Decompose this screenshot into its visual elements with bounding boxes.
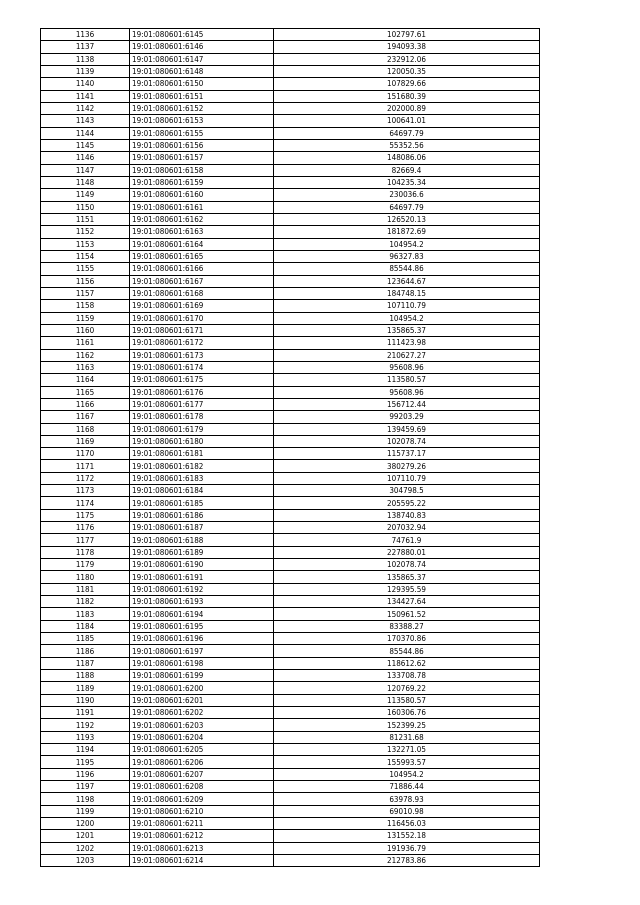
row-number-cell: 1190 bbox=[41, 694, 130, 706]
value-cell: 232912.06 bbox=[274, 53, 540, 65]
table-row bbox=[41, 250, 540, 262]
row-number-cell: 1203 bbox=[41, 854, 130, 866]
value-cell: 152399.25 bbox=[274, 719, 540, 731]
table-row bbox=[41, 90, 540, 102]
data-table bbox=[40, 28, 540, 867]
value-cell: 64697.79 bbox=[274, 127, 540, 139]
table-row bbox=[41, 485, 540, 497]
row-number-cell: 1163 bbox=[41, 361, 130, 373]
table-row bbox=[41, 53, 540, 65]
cadastral-number-cell: 19:01:080601:6186 bbox=[130, 509, 274, 521]
value-cell: 160306.76 bbox=[274, 707, 540, 719]
value-cell: 148086.06 bbox=[274, 152, 540, 164]
cadastral-number-cell: 19:01:080601:6147 bbox=[130, 53, 274, 65]
row-number-cell: 1153 bbox=[41, 238, 130, 250]
value-cell: 95608.96 bbox=[274, 386, 540, 398]
cadastral-number-cell: 19:01:080601:6163 bbox=[130, 226, 274, 238]
value-cell: 194093.38 bbox=[274, 41, 540, 53]
cadastral-number-cell: 19:01:080601:6192 bbox=[130, 583, 274, 595]
row-number-cell: 1147 bbox=[41, 164, 130, 176]
table-row bbox=[41, 127, 540, 139]
value-cell: 212783.86 bbox=[274, 854, 540, 866]
cadastral-number-cell: 19:01:080601:6181 bbox=[130, 448, 274, 460]
value-cell: 95608.96 bbox=[274, 361, 540, 373]
row-number-cell: 1173 bbox=[41, 485, 130, 497]
value-cell: 207032.94 bbox=[274, 522, 540, 534]
value-cell: 181872.69 bbox=[274, 226, 540, 238]
table-row bbox=[41, 596, 540, 608]
row-number-cell: 1191 bbox=[41, 707, 130, 719]
value-cell: 104954.2 bbox=[274, 768, 540, 780]
row-number-cell: 1168 bbox=[41, 423, 130, 435]
table-row bbox=[41, 830, 540, 842]
cadastral-number-cell: 19:01:080601:6209 bbox=[130, 793, 274, 805]
row-number-cell: 1155 bbox=[41, 263, 130, 275]
table-row bbox=[41, 633, 540, 645]
row-number-cell: 1146 bbox=[41, 152, 130, 164]
cadastral-number-cell: 19:01:080601:6165 bbox=[130, 250, 274, 262]
value-cell: 227880.01 bbox=[274, 546, 540, 558]
table-row bbox=[41, 411, 540, 423]
table-row bbox=[41, 435, 540, 447]
row-number-cell: 1186 bbox=[41, 645, 130, 657]
value-cell: 170370.86 bbox=[274, 633, 540, 645]
table-row bbox=[41, 275, 540, 287]
cadastral-number-cell: 19:01:080601:6151 bbox=[130, 90, 274, 102]
table-row bbox=[41, 349, 540, 361]
table-row bbox=[41, 719, 540, 731]
row-number-cell: 1144 bbox=[41, 127, 130, 139]
row-number-cell: 1182 bbox=[41, 596, 130, 608]
row-number-cell: 1143 bbox=[41, 115, 130, 127]
table-row bbox=[41, 472, 540, 484]
row-number-cell: 1156 bbox=[41, 275, 130, 287]
cadastral-number-cell: 19:01:080601:6183 bbox=[130, 472, 274, 484]
value-cell: 135865.37 bbox=[274, 571, 540, 583]
cadastral-number-cell: 19:01:080601:6211 bbox=[130, 818, 274, 830]
table-row bbox=[41, 768, 540, 780]
table-row bbox=[41, 744, 540, 756]
table-row bbox=[41, 300, 540, 312]
cadastral-number-cell: 19:01:080601:6167 bbox=[130, 275, 274, 287]
value-cell: 107829.66 bbox=[274, 78, 540, 90]
table-row bbox=[41, 793, 540, 805]
cadastral-number-cell: 19:01:080601:6208 bbox=[130, 781, 274, 793]
table-row bbox=[41, 522, 540, 534]
cadastral-number-cell: 19:01:080601:6210 bbox=[130, 805, 274, 817]
row-number-cell: 1160 bbox=[41, 324, 130, 336]
table-row bbox=[41, 65, 540, 77]
value-cell: 191936.79 bbox=[274, 842, 540, 854]
cadastral-number-cell: 19:01:080601:6176 bbox=[130, 386, 274, 398]
table-body bbox=[41, 29, 540, 867]
value-cell: 118612.62 bbox=[274, 657, 540, 669]
row-number-cell: 1169 bbox=[41, 435, 130, 447]
table-row bbox=[41, 781, 540, 793]
row-number-cell: 1137 bbox=[41, 41, 130, 53]
row-number-cell: 1139 bbox=[41, 65, 130, 77]
cadastral-number-cell: 19:01:080601:6166 bbox=[130, 263, 274, 275]
row-number-cell: 1193 bbox=[41, 731, 130, 743]
table-row bbox=[41, 226, 540, 238]
value-cell: 230036.6 bbox=[274, 189, 540, 201]
table-row bbox=[41, 238, 540, 250]
cadastral-number-cell: 19:01:080601:6164 bbox=[130, 238, 274, 250]
table-row bbox=[41, 337, 540, 349]
row-number-cell: 1148 bbox=[41, 176, 130, 188]
cadastral-number-cell: 19:01:080601:6146 bbox=[130, 41, 274, 53]
row-number-cell: 1157 bbox=[41, 287, 130, 299]
table-row bbox=[41, 682, 540, 694]
table-row bbox=[41, 115, 540, 127]
value-cell: 113580.57 bbox=[274, 694, 540, 706]
value-cell: 126520.13 bbox=[274, 213, 540, 225]
table-row bbox=[41, 312, 540, 324]
value-cell: 111423.98 bbox=[274, 337, 540, 349]
cadastral-number-cell: 19:01:080601:6187 bbox=[130, 522, 274, 534]
cadastral-number-cell: 19:01:080601:6202 bbox=[130, 707, 274, 719]
value-cell: 139459.69 bbox=[274, 423, 540, 435]
cadastral-number-cell: 19:01:080601:6214 bbox=[130, 854, 274, 866]
table-row bbox=[41, 583, 540, 595]
cadastral-number-cell: 19:01:080601:6157 bbox=[130, 152, 274, 164]
value-cell: 102078.74 bbox=[274, 435, 540, 447]
value-cell: 120050.35 bbox=[274, 65, 540, 77]
cadastral-number-cell: 19:01:080601:6145 bbox=[130, 29, 274, 41]
row-number-cell: 1164 bbox=[41, 374, 130, 386]
cadastral-number-cell: 19:01:080601:6162 bbox=[130, 213, 274, 225]
value-cell: 107110.79 bbox=[274, 472, 540, 484]
value-cell: 210627.27 bbox=[274, 349, 540, 361]
table-row bbox=[41, 854, 540, 866]
value-cell: 99203.29 bbox=[274, 411, 540, 423]
row-number-cell: 1187 bbox=[41, 657, 130, 669]
cadastral-number-cell: 19:01:080601:6182 bbox=[130, 460, 274, 472]
row-number-cell: 1178 bbox=[41, 546, 130, 558]
table-row bbox=[41, 102, 540, 114]
row-number-cell: 1159 bbox=[41, 312, 130, 324]
value-cell: 133708.78 bbox=[274, 670, 540, 682]
cadastral-number-cell: 19:01:080601:6213 bbox=[130, 842, 274, 854]
value-cell: 135865.37 bbox=[274, 324, 540, 336]
row-number-cell: 1180 bbox=[41, 571, 130, 583]
table-row bbox=[41, 386, 540, 398]
cadastral-number-cell: 19:01:080601:6197 bbox=[130, 645, 274, 657]
value-cell: 104954.2 bbox=[274, 238, 540, 250]
table-row bbox=[41, 78, 540, 90]
value-cell: 184748.15 bbox=[274, 287, 540, 299]
table-row bbox=[41, 361, 540, 373]
value-cell: 115737.17 bbox=[274, 448, 540, 460]
row-number-cell: 1140 bbox=[41, 78, 130, 90]
table-row bbox=[41, 201, 540, 213]
row-number-cell: 1197 bbox=[41, 781, 130, 793]
row-number-cell: 1138 bbox=[41, 53, 130, 65]
row-number-cell: 1161 bbox=[41, 337, 130, 349]
value-cell: 116456.03 bbox=[274, 818, 540, 830]
cadastral-number-cell: 19:01:080601:6160 bbox=[130, 189, 274, 201]
row-number-cell: 1167 bbox=[41, 411, 130, 423]
value-cell: 156712.44 bbox=[274, 398, 540, 410]
row-number-cell: 1149 bbox=[41, 189, 130, 201]
value-cell: 132271.05 bbox=[274, 744, 540, 756]
table-row bbox=[41, 546, 540, 558]
row-number-cell: 1181 bbox=[41, 583, 130, 595]
row-number-cell: 1158 bbox=[41, 300, 130, 312]
table-row bbox=[41, 213, 540, 225]
row-number-cell: 1170 bbox=[41, 448, 130, 460]
value-cell: 100641.01 bbox=[274, 115, 540, 127]
table-row bbox=[41, 374, 540, 386]
row-number-cell: 1194 bbox=[41, 744, 130, 756]
table-row bbox=[41, 398, 540, 410]
cadastral-number-cell: 19:01:080601:6190 bbox=[130, 559, 274, 571]
table-row bbox=[41, 657, 540, 669]
value-cell: 202000.89 bbox=[274, 102, 540, 114]
cadastral-number-cell: 19:01:080601:6161 bbox=[130, 201, 274, 213]
cadastral-number-cell: 19:01:080601:6180 bbox=[130, 435, 274, 447]
value-cell: 81231.68 bbox=[274, 731, 540, 743]
cadastral-number-cell: 19:01:080601:6212 bbox=[130, 830, 274, 842]
cadastral-number-cell: 19:01:080601:6195 bbox=[130, 620, 274, 632]
table-row bbox=[41, 707, 540, 719]
table-row bbox=[41, 152, 540, 164]
row-number-cell: 1172 bbox=[41, 472, 130, 484]
row-number-cell: 1195 bbox=[41, 756, 130, 768]
cadastral-number-cell: 19:01:080601:6177 bbox=[130, 398, 274, 410]
cadastral-number-cell: 19:01:080601:6204 bbox=[130, 731, 274, 743]
value-cell: 64697.79 bbox=[274, 201, 540, 213]
row-number-cell: 1162 bbox=[41, 349, 130, 361]
table-row bbox=[41, 423, 540, 435]
table-row bbox=[41, 497, 540, 509]
table-row bbox=[41, 620, 540, 632]
cadastral-number-cell: 19:01:080601:6194 bbox=[130, 608, 274, 620]
value-cell: 55352.56 bbox=[274, 139, 540, 151]
cadastral-number-cell: 19:01:080601:6201 bbox=[130, 694, 274, 706]
table-row bbox=[41, 287, 540, 299]
row-number-cell: 1150 bbox=[41, 201, 130, 213]
table-row bbox=[41, 176, 540, 188]
value-cell: 82669.4 bbox=[274, 164, 540, 176]
value-cell: 85544.86 bbox=[274, 263, 540, 275]
value-cell: 71886.44 bbox=[274, 781, 540, 793]
table-row bbox=[41, 41, 540, 53]
table-row bbox=[41, 448, 540, 460]
table-row bbox=[41, 29, 540, 41]
value-cell: 69010.98 bbox=[274, 805, 540, 817]
cadastral-number-cell: 19:01:080601:6191 bbox=[130, 571, 274, 583]
value-cell: 304798.5 bbox=[274, 485, 540, 497]
row-number-cell: 1201 bbox=[41, 830, 130, 842]
table-row bbox=[41, 324, 540, 336]
row-number-cell: 1154 bbox=[41, 250, 130, 262]
cadastral-number-cell: 19:01:080601:6203 bbox=[130, 719, 274, 731]
row-number-cell: 1175 bbox=[41, 509, 130, 521]
cadastral-number-cell: 19:01:080601:6171 bbox=[130, 324, 274, 336]
value-cell: 104954.2 bbox=[274, 312, 540, 324]
row-number-cell: 1141 bbox=[41, 90, 130, 102]
value-cell: 107110.79 bbox=[274, 300, 540, 312]
table-row bbox=[41, 731, 540, 743]
value-cell: 151680.39 bbox=[274, 90, 540, 102]
cadastral-number-cell: 19:01:080601:6172 bbox=[130, 337, 274, 349]
cadastral-number-cell: 19:01:080601:6189 bbox=[130, 546, 274, 558]
table-row bbox=[41, 571, 540, 583]
table-row bbox=[41, 534, 540, 546]
value-cell: 155993.57 bbox=[274, 756, 540, 768]
value-cell: 138740.83 bbox=[274, 509, 540, 521]
cadastral-number-cell: 19:01:080601:6185 bbox=[130, 497, 274, 509]
value-cell: 134427.64 bbox=[274, 596, 540, 608]
row-number-cell: 1200 bbox=[41, 818, 130, 830]
value-cell: 113580.57 bbox=[274, 374, 540, 386]
value-cell: 83388.27 bbox=[274, 620, 540, 632]
cadastral-number-cell: 19:01:080601:6205 bbox=[130, 744, 274, 756]
value-cell: 380279.26 bbox=[274, 460, 540, 472]
row-number-cell: 1185 bbox=[41, 633, 130, 645]
cadastral-number-cell: 19:01:080601:6188 bbox=[130, 534, 274, 546]
cadastral-number-cell: 19:01:080601:6198 bbox=[130, 657, 274, 669]
value-cell: 129395.59 bbox=[274, 583, 540, 595]
table-row bbox=[41, 608, 540, 620]
value-cell: 96327.83 bbox=[274, 250, 540, 262]
table-row bbox=[41, 263, 540, 275]
table-row bbox=[41, 509, 540, 521]
cadastral-number-cell: 19:01:080601:6169 bbox=[130, 300, 274, 312]
cadastral-number-cell: 19:01:080601:6168 bbox=[130, 287, 274, 299]
cadastral-number-cell: 19:01:080601:6170 bbox=[130, 312, 274, 324]
cadastral-number-cell: 19:01:080601:6155 bbox=[130, 127, 274, 139]
value-cell: 74761.9 bbox=[274, 534, 540, 546]
row-number-cell: 1199 bbox=[41, 805, 130, 817]
cadastral-number-cell: 19:01:080601:6152 bbox=[130, 102, 274, 114]
row-number-cell: 1166 bbox=[41, 398, 130, 410]
row-number-cell: 1176 bbox=[41, 522, 130, 534]
cadastral-number-cell: 19:01:080601:6200 bbox=[130, 682, 274, 694]
row-number-cell: 1145 bbox=[41, 139, 130, 151]
table-row bbox=[41, 842, 540, 854]
value-cell: 120769.22 bbox=[274, 682, 540, 694]
table-row bbox=[41, 818, 540, 830]
value-cell: 85544.86 bbox=[274, 645, 540, 657]
cadastral-number-cell: 19:01:080601:6148 bbox=[130, 65, 274, 77]
table-row bbox=[41, 164, 540, 176]
value-cell: 131552.18 bbox=[274, 830, 540, 842]
table-row bbox=[41, 756, 540, 768]
value-cell: 102078.74 bbox=[274, 559, 540, 571]
table-row bbox=[41, 139, 540, 151]
cadastral-number-cell: 19:01:080601:6199 bbox=[130, 670, 274, 682]
row-number-cell: 1174 bbox=[41, 497, 130, 509]
row-number-cell: 1202 bbox=[41, 842, 130, 854]
table-row bbox=[41, 645, 540, 657]
row-number-cell: 1184 bbox=[41, 620, 130, 632]
cadastral-number-cell: 19:01:080601:6173 bbox=[130, 349, 274, 361]
cadastral-number-cell: 19:01:080601:6150 bbox=[130, 78, 274, 90]
row-number-cell: 1196 bbox=[41, 768, 130, 780]
table-row bbox=[41, 805, 540, 817]
cadastral-number-cell: 19:01:080601:6178 bbox=[130, 411, 274, 423]
cadastral-number-cell: 19:01:080601:6159 bbox=[130, 176, 274, 188]
table-row bbox=[41, 670, 540, 682]
value-cell: 205595.22 bbox=[274, 497, 540, 509]
row-number-cell: 1177 bbox=[41, 534, 130, 546]
value-cell: 104235.34 bbox=[274, 176, 540, 188]
cadastral-number-cell: 19:01:080601:6174 bbox=[130, 361, 274, 373]
row-number-cell: 1179 bbox=[41, 559, 130, 571]
table-row bbox=[41, 460, 540, 472]
table-row bbox=[41, 559, 540, 571]
row-number-cell: 1165 bbox=[41, 386, 130, 398]
row-number-cell: 1189 bbox=[41, 682, 130, 694]
row-number-cell: 1151 bbox=[41, 213, 130, 225]
value-cell: 123644.67 bbox=[274, 275, 540, 287]
row-number-cell: 1136 bbox=[41, 29, 130, 41]
cadastral-number-cell: 19:01:080601:6156 bbox=[130, 139, 274, 151]
row-number-cell: 1142 bbox=[41, 102, 130, 114]
cadastral-number-cell: 19:01:080601:6153 bbox=[130, 115, 274, 127]
cadastral-number-cell: 19:01:080601:6184 bbox=[130, 485, 274, 497]
row-number-cell: 1152 bbox=[41, 226, 130, 238]
cadastral-number-cell: 19:01:080601:6175 bbox=[130, 374, 274, 386]
cadastral-number-cell: 19:01:080601:6196 bbox=[130, 633, 274, 645]
row-number-cell: 1198 bbox=[41, 793, 130, 805]
row-number-cell: 1192 bbox=[41, 719, 130, 731]
cadastral-number-cell: 19:01:080601:6158 bbox=[130, 164, 274, 176]
row-number-cell: 1171 bbox=[41, 460, 130, 472]
value-cell: 150961.52 bbox=[274, 608, 540, 620]
cadastral-number-cell: 19:01:080601:6206 bbox=[130, 756, 274, 768]
value-cell: 63978.93 bbox=[274, 793, 540, 805]
table-row bbox=[41, 694, 540, 706]
value-cell: 102797.61 bbox=[274, 29, 540, 41]
row-number-cell: 1188 bbox=[41, 670, 130, 682]
cadastral-number-cell: 19:01:080601:6179 bbox=[130, 423, 274, 435]
table-row bbox=[41, 189, 540, 201]
row-number-cell: 1183 bbox=[41, 608, 130, 620]
cadastral-number-cell: 19:01:080601:6207 bbox=[130, 768, 274, 780]
cadastral-number-cell: 19:01:080601:6193 bbox=[130, 596, 274, 608]
